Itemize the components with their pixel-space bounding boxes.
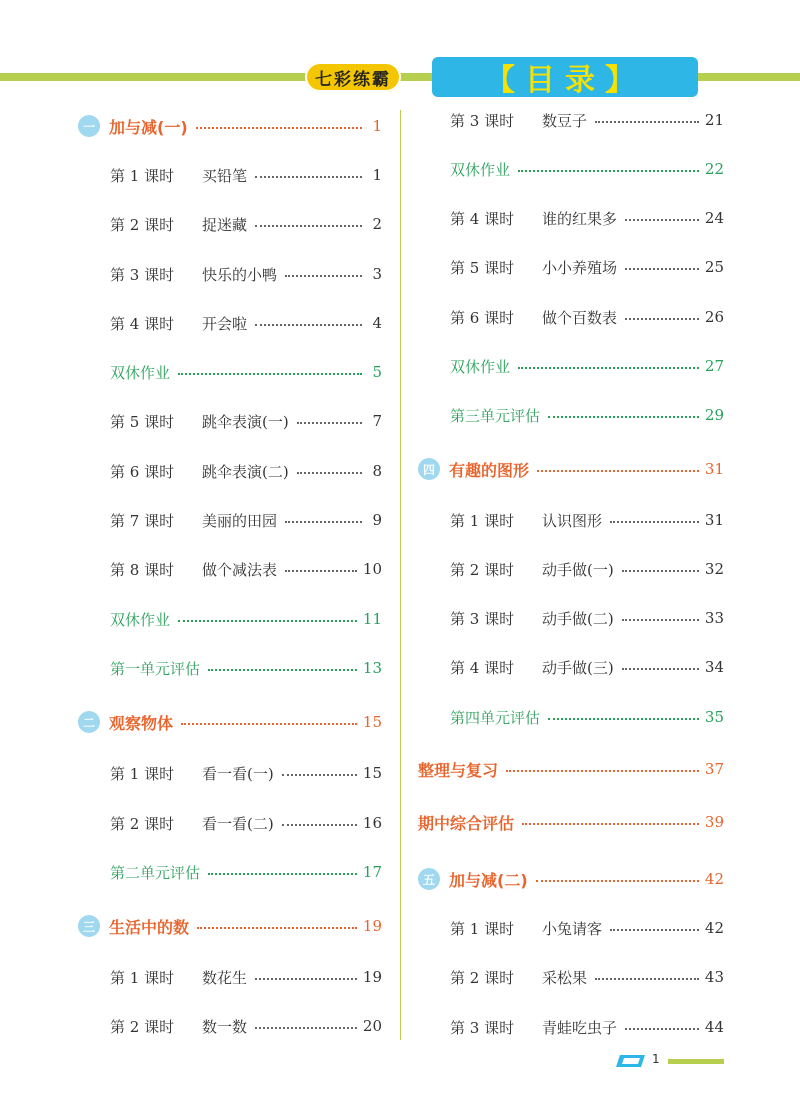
entry-page-number: 42 bbox=[704, 919, 724, 937]
entry-page-number: 15 bbox=[362, 713, 382, 731]
dot-leader bbox=[255, 1027, 357, 1029]
dot-leader bbox=[178, 620, 357, 622]
toc-entry bbox=[418, 964, 724, 990]
lesson-number: 第 3 课时 bbox=[110, 265, 175, 284]
toc-entry bbox=[78, 408, 382, 434]
entry-title: 第二单元评估 bbox=[110, 863, 201, 882]
entry-page-number: 5 bbox=[372, 363, 382, 381]
entry-title: 做个百数表 bbox=[542, 308, 618, 327]
toc-entry bbox=[418, 605, 724, 631]
lesson-number: 第 2 课时 bbox=[450, 968, 515, 987]
dot-leader bbox=[625, 268, 699, 270]
page-corner-icon bbox=[616, 1054, 646, 1068]
brand-label: 七彩练霸 bbox=[305, 62, 401, 92]
entry-title: 美丽的田园 bbox=[202, 511, 278, 530]
unit-number-badge: 五 bbox=[418, 868, 440, 890]
toc-entry bbox=[78, 458, 382, 484]
lesson-number: 第 5 课时 bbox=[110, 412, 175, 431]
unit-title: 生活中的数 bbox=[109, 917, 190, 937]
entry-title: 买铅笔 bbox=[202, 166, 248, 185]
toc-entry bbox=[418, 1014, 724, 1040]
dot-leader bbox=[285, 570, 357, 572]
entry-page-number: 26 bbox=[704, 308, 724, 326]
entry-page-number: 33 bbox=[704, 609, 724, 627]
lesson-number: 第 1 课时 bbox=[450, 511, 515, 530]
toc-entry bbox=[78, 964, 382, 990]
toc-entry bbox=[418, 402, 724, 428]
dot-leader bbox=[518, 367, 699, 369]
entry-title: 跳伞表演(二) bbox=[202, 462, 289, 481]
entry-page-number: 32 bbox=[704, 560, 724, 578]
toc-entry bbox=[418, 915, 724, 941]
toc-entry bbox=[78, 760, 382, 786]
dot-leader bbox=[208, 669, 357, 671]
unit-number-badge: 一 bbox=[78, 115, 100, 137]
toc-entry bbox=[78, 310, 382, 336]
lesson-number: 第 2 课时 bbox=[110, 814, 175, 833]
entry-title: 第四单元评估 bbox=[450, 708, 541, 727]
dot-leader bbox=[181, 723, 357, 725]
entry-page-number: 29 bbox=[704, 406, 724, 424]
toc-entry bbox=[418, 654, 724, 680]
entry-page-number: 31 bbox=[704, 511, 724, 529]
entry-title: 第三单元评估 bbox=[450, 406, 541, 425]
lesson-number: 第 4 课时 bbox=[450, 658, 515, 677]
entry-page-number: 25 bbox=[704, 258, 724, 276]
dot-leader bbox=[625, 219, 699, 221]
toc-entry bbox=[418, 507, 724, 533]
entry-page-number: 24 bbox=[704, 209, 724, 227]
dot-leader bbox=[285, 275, 362, 277]
dot-leader bbox=[622, 570, 699, 572]
toc-entry bbox=[78, 859, 382, 885]
dot-leader bbox=[178, 373, 362, 375]
dot-leader bbox=[255, 225, 362, 227]
toc-entry bbox=[418, 107, 724, 133]
entry-page-number: 44 bbox=[704, 1018, 724, 1036]
entry-title: 双休作业 bbox=[450, 357, 511, 376]
lesson-number: 第 1 课时 bbox=[110, 166, 175, 185]
dot-leader bbox=[537, 470, 699, 472]
dot-leader bbox=[255, 176, 362, 178]
dot-leader bbox=[255, 978, 357, 980]
toc-entry bbox=[78, 162, 382, 188]
dot-leader bbox=[548, 416, 699, 418]
entry-title: 双休作业 bbox=[110, 610, 171, 629]
toc-entry bbox=[78, 211, 382, 237]
entry-page-number: 39 bbox=[704, 813, 724, 831]
entry-title: 认识图形 bbox=[542, 511, 603, 530]
lesson-number: 第 5 课时 bbox=[450, 258, 515, 277]
unit-title: 观察物体 bbox=[109, 713, 174, 733]
entry-title: 谁的红果多 bbox=[542, 209, 618, 228]
unit-number-badge: 三 bbox=[78, 915, 100, 937]
toc-entry bbox=[78, 359, 382, 385]
dot-leader bbox=[506, 770, 699, 772]
toc-entry bbox=[78, 606, 382, 632]
toc-entry bbox=[418, 456, 724, 482]
entry-page-number: 19 bbox=[362, 917, 382, 935]
entry-title: 动手做(一) bbox=[542, 560, 614, 579]
entry-title: 看一看(二) bbox=[202, 814, 274, 833]
lesson-number: 第 3 课时 bbox=[450, 609, 515, 628]
entry-title: 双休作业 bbox=[450, 160, 511, 179]
toc-entry bbox=[78, 113, 382, 139]
entry-page-number: 27 bbox=[704, 357, 724, 375]
toc-entry bbox=[78, 913, 382, 939]
toc-entry bbox=[78, 556, 382, 582]
entry-page-number: 1 bbox=[372, 117, 382, 135]
lesson-number: 第 2 课时 bbox=[110, 1017, 175, 1036]
entry-page-number: 15 bbox=[362, 764, 382, 782]
entry-page-number: 11 bbox=[362, 610, 382, 628]
lesson-number: 第 6 课时 bbox=[110, 462, 175, 481]
page-title-box bbox=[432, 57, 698, 97]
page-title: 【目录】 bbox=[485, 63, 645, 98]
toc-entry bbox=[78, 507, 382, 533]
entry-page-number: 37 bbox=[704, 760, 724, 778]
dot-leader bbox=[255, 324, 362, 326]
entry-page-number: 13 bbox=[362, 659, 382, 677]
toc-entry bbox=[78, 655, 382, 681]
dot-leader bbox=[595, 121, 699, 123]
entry-page-number: 2 bbox=[372, 215, 382, 233]
dot-leader bbox=[297, 422, 362, 424]
lesson-number: 第 2 课时 bbox=[450, 560, 515, 579]
dot-leader bbox=[522, 823, 699, 825]
toc-entry bbox=[418, 756, 724, 782]
entry-title: 跳伞表演(一) bbox=[202, 412, 289, 431]
dot-leader bbox=[536, 880, 699, 882]
lesson-number: 第 4 课时 bbox=[450, 209, 515, 228]
dot-leader bbox=[197, 927, 357, 929]
unit-number-badge: 四 bbox=[418, 458, 440, 480]
dot-leader bbox=[518, 170, 699, 172]
entry-title: 数豆子 bbox=[542, 111, 588, 130]
toc-entry bbox=[418, 205, 724, 231]
lesson-number: 第 1 课时 bbox=[110, 968, 175, 987]
entry-page-number: 8 bbox=[372, 462, 382, 480]
lesson-number: 第 4 课时 bbox=[110, 314, 175, 333]
lesson-number: 第 7 课时 bbox=[110, 511, 175, 530]
entry-page-number: 21 bbox=[704, 111, 724, 129]
entry-title: 采松果 bbox=[542, 968, 588, 987]
entry-title: 快乐的小鸭 bbox=[202, 265, 278, 284]
toc-entry bbox=[418, 254, 724, 280]
entry-page-number: 4 bbox=[372, 314, 382, 332]
toc-entry bbox=[418, 353, 724, 379]
entry-title: 动手做(三) bbox=[542, 658, 614, 677]
entry-page-number: 1 bbox=[372, 166, 382, 184]
entry-title: 开会啦 bbox=[202, 314, 248, 333]
entry-title: 小兔请客 bbox=[542, 919, 603, 938]
lesson-number: 第 2 课时 bbox=[110, 215, 175, 234]
footer-stripe bbox=[668, 1059, 724, 1064]
toc-entry bbox=[418, 556, 724, 582]
entry-page-number: 17 bbox=[362, 863, 382, 881]
dot-leader bbox=[548, 718, 699, 720]
dot-leader bbox=[622, 668, 699, 670]
dot-leader bbox=[595, 978, 699, 980]
entry-title: 双休作业 bbox=[110, 363, 171, 382]
toc-entry bbox=[418, 304, 724, 330]
entry-page-number: 31 bbox=[704, 460, 724, 478]
entry-title: 数一数 bbox=[202, 1017, 248, 1036]
entry-title: 小小养殖场 bbox=[542, 258, 618, 277]
entry-title: 动手做(二) bbox=[542, 609, 614, 628]
entry-page-number: 7 bbox=[372, 412, 382, 430]
entry-title: 做个减法表 bbox=[202, 560, 278, 579]
unit-title: 整理与复习 bbox=[418, 760, 499, 780]
unit-number-badge: 二 bbox=[78, 711, 100, 733]
dot-leader bbox=[297, 472, 362, 474]
entry-page-number: 3 bbox=[372, 265, 382, 283]
entry-page-number: 22 bbox=[704, 160, 724, 178]
unit-title: 有趣的图形 bbox=[449, 460, 530, 480]
lesson-number: 第 6 课时 bbox=[450, 308, 515, 327]
dot-leader bbox=[208, 873, 357, 875]
dot-leader bbox=[622, 619, 699, 621]
unit-title: 加与减(一) bbox=[109, 117, 188, 137]
entry-page-number: 16 bbox=[362, 814, 382, 832]
toc-entry bbox=[418, 866, 724, 892]
toc-entry bbox=[78, 1013, 382, 1039]
toc-entry bbox=[418, 704, 724, 730]
toc-entry bbox=[418, 809, 724, 835]
dot-leader bbox=[196, 127, 362, 129]
dot-leader bbox=[625, 1028, 699, 1030]
entry-page-number: 9 bbox=[372, 511, 382, 529]
page-number: 1 bbox=[652, 1052, 660, 1066]
entry-page-number: 34 bbox=[704, 658, 724, 676]
entry-page-number: 10 bbox=[362, 560, 382, 578]
entry-page-number: 35 bbox=[704, 708, 724, 726]
entry-page-number: 19 bbox=[362, 968, 382, 986]
entry-title: 捉迷藏 bbox=[202, 215, 248, 234]
lesson-number: 第 3 课时 bbox=[450, 111, 515, 130]
lesson-number: 第 8 课时 bbox=[110, 560, 175, 579]
entry-page-number: 20 bbox=[362, 1017, 382, 1035]
dot-leader bbox=[610, 521, 699, 523]
dot-leader bbox=[282, 774, 357, 776]
entry-page-number: 43 bbox=[704, 968, 724, 986]
dot-leader bbox=[625, 318, 699, 320]
dot-leader bbox=[610, 929, 699, 931]
entry-title: 看一看(一) bbox=[202, 764, 274, 783]
toc-entry bbox=[418, 156, 724, 182]
toc-entry bbox=[78, 709, 382, 735]
lesson-number: 第 1 课时 bbox=[450, 919, 515, 938]
unit-title: 期中综合评估 bbox=[418, 813, 515, 833]
entry-page-number: 42 bbox=[704, 870, 724, 888]
entry-title: 第一单元评估 bbox=[110, 659, 201, 678]
entry-title: 青蛙吃虫子 bbox=[542, 1018, 618, 1037]
lesson-number: 第 3 课时 bbox=[450, 1018, 515, 1037]
toc-entry bbox=[78, 810, 382, 836]
toc-entry bbox=[78, 261, 382, 287]
unit-title: 加与减(二) bbox=[449, 870, 528, 890]
column-divider bbox=[400, 110, 401, 1040]
lesson-number: 第 1 课时 bbox=[110, 764, 175, 783]
entry-title: 数花生 bbox=[202, 968, 248, 987]
dot-leader bbox=[282, 824, 357, 826]
dot-leader bbox=[285, 521, 362, 523]
